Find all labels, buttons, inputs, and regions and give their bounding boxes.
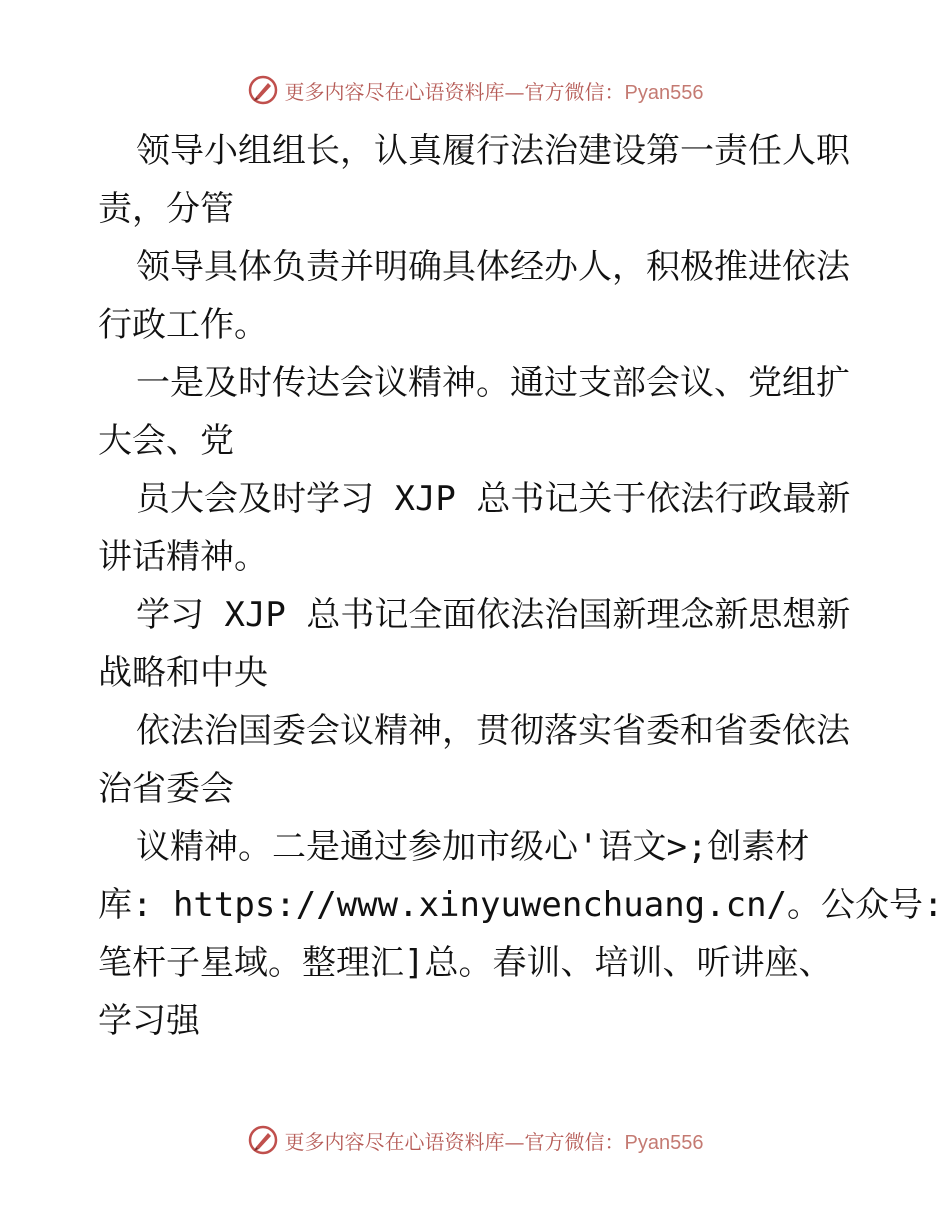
text-line: 领导具体负责并明确具体经办人，积极推进依法	[136, 247, 850, 287]
text-line: 责，分管	[98, 189, 234, 229]
text-line: 学习 XJP 总书记全面依法治国新理念新思想新	[136, 595, 851, 635]
text-line: 学习强	[98, 1001, 200, 1041]
text-line: 笔杆子星域。整理汇]总。春训、培训、听讲座、	[98, 943, 833, 983]
text-line: 行政工作。	[98, 305, 268, 345]
pen-logo-icon	[247, 74, 279, 106]
header-banner	[0, 70, 950, 110]
footer-banner-text: 更多内容尽在心语资料库—官方微信：Pyan556	[284, 1129, 704, 1154]
text-line: 一是及时传达会议精神。通过支部会议、党组扩	[136, 363, 850, 403]
text-line: 依法治国委会议精神，贯彻落实省委和省委依法	[136, 711, 850, 751]
text-line: 员大会及时学习 XJP 总书记关于依法行政最新	[136, 479, 851, 519]
text-line: 大会、党	[98, 421, 234, 461]
footer-banner	[0, 1120, 950, 1160]
text-line: 议精神。二是通过参加市级心'语文>;创素材	[136, 827, 810, 867]
text-line: 治省委会	[98, 769, 234, 809]
pen-logo-icon	[247, 1124, 279, 1156]
body-text	[98, 122, 944, 1050]
text-line: 领导小组组长，认真履行法治建设第一责任人职	[136, 131, 850, 171]
header-banner-text: 更多内容尽在心语资料库—官方微信：Pyan556	[284, 79, 704, 104]
text-line: 讲话精神。	[98, 537, 268, 577]
text-line: 库: https://www.xinyuwenchuang.cn/。公众号:	[98, 885, 944, 925]
text-line: 战略和中央	[98, 653, 268, 693]
